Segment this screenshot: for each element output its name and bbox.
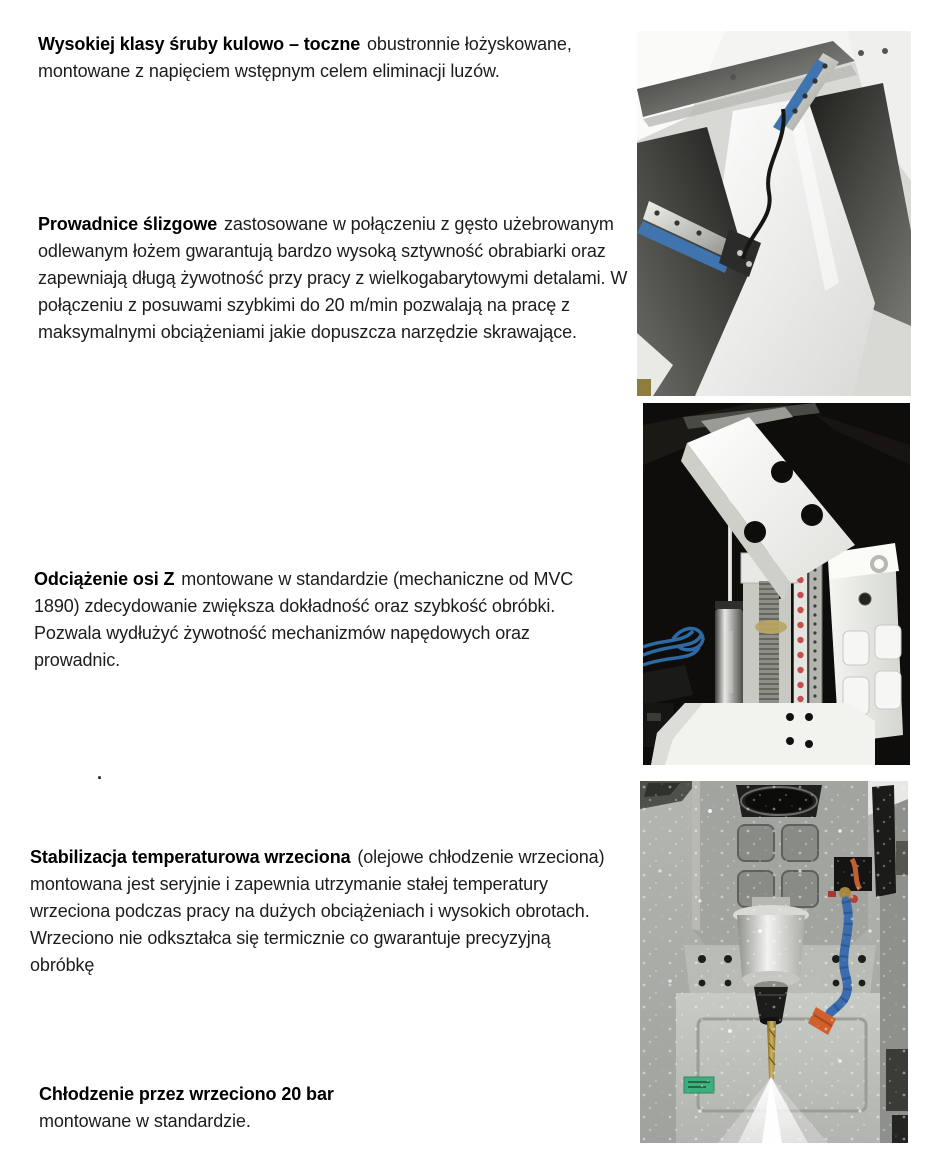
section-body: (olejowe chłodzenie wrzeciona) montowana jest seryjnie i zapewnia utrzymanie stałej temperatury wrzeciona podczas pracy na dużych obciążeniach i wysokich obrotach. Wrzeciono nie odkształca się termicznie co gwarantuje precyzyjną obróbkę: [30, 847, 605, 975]
paragraph: [38, 211, 628, 346]
section-body: obustronnie łożyskowane, montowane z napięciem wstępnym celem eliminacji luzów.: [38, 34, 572, 81]
section-heading: Chłodzenie przez wrzeciono 20 bar: [39, 1084, 334, 1104]
section-heading: Prowadnice ślizgowe: [38, 214, 218, 234]
section-heading: Odciążenie osi Z: [34, 569, 175, 589]
section-ball-screws: [38, 31, 583, 85]
section-z-axis-counterbalance: [34, 566, 619, 674]
section-spindle-temperature: [30, 844, 605, 979]
stray-period: .: [97, 763, 103, 783]
section-sliding-guideways: [38, 211, 628, 346]
section-heading: Wysokiej klasy śruby kulowo – toczne: [38, 34, 361, 54]
section-body: montowane w standardzie (mechaniczne od MVC 1890) zdecydowanie zwiększa dokładność oraz szybkość obróbki. Pozwala wydłużyć żywotność mechanizmów napędowych oraz prowadnic.: [34, 569, 574, 670]
section-heading: Stabilizacja temperaturowa wrzeciona: [30, 847, 351, 867]
z-axis-counterbalance-image: [643, 403, 910, 765]
z-axis-counterbalance-photo: [643, 403, 910, 765]
spindle-through-coolant-photo: [640, 781, 908, 1143]
paragraph: [34, 566, 619, 674]
paragraph: [30, 844, 605, 979]
section-body: zastosowane w połączeniu z gęsto użebrowanym odlewanym łożem gwarantują bardzo wysoką sztywność obrabiarki oraz zapewniają długą żywotność przy pracy z wielkogabarytowymi detalami. W połączeniu z posuwami szybkimi do 20 m/min pozwalają na pracę z maksymalnymi obciążeniami jakie dopuszcza narzędzie skrawające.: [38, 214, 628, 342]
spindle-through-coolant-image: [640, 781, 908, 1143]
section-coolant-through-spindle: [39, 1081, 539, 1135]
paragraph: [39, 1081, 539, 1135]
paragraph: [38, 31, 583, 85]
machine-bed-guideways-photo: [637, 31, 911, 396]
section-body: montowane w standardzie.: [39, 1111, 251, 1131]
machine-bed-guideways-image: [637, 31, 911, 396]
